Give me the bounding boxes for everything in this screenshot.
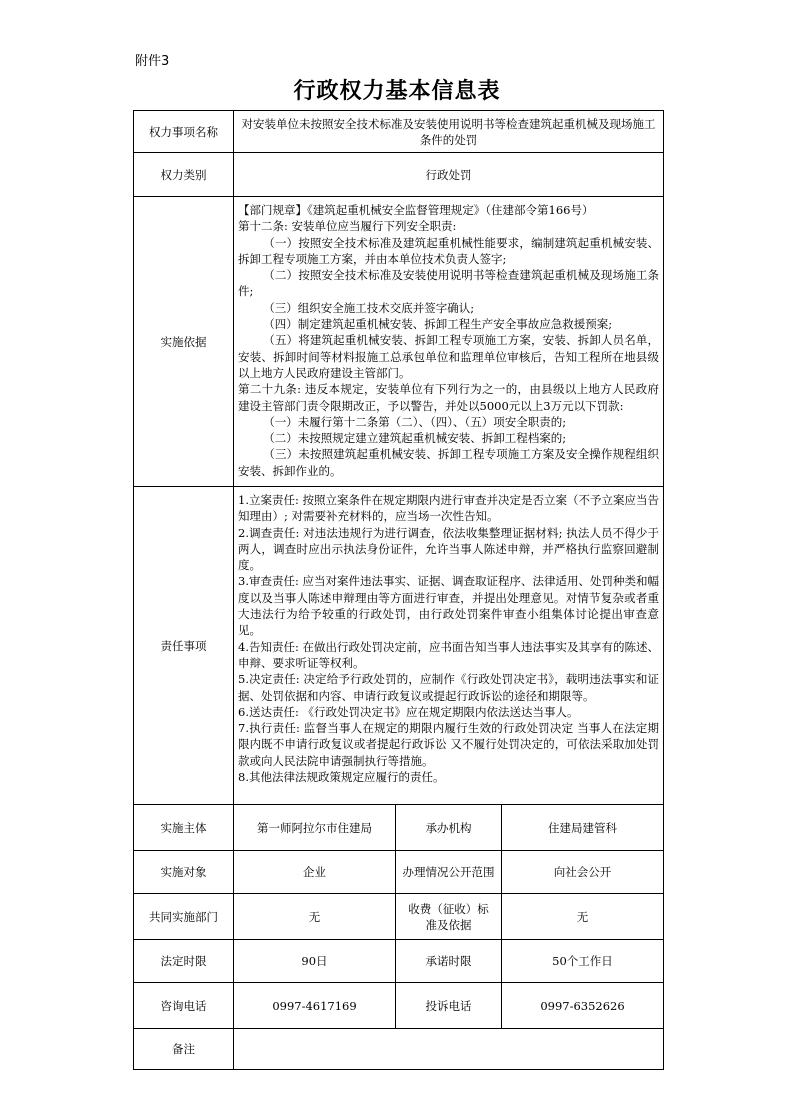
value-basis (234, 197, 664, 487)
value-implementer: 第一师阿拉尔市住建局 (234, 805, 396, 851)
value-remark (234, 1029, 664, 1070)
value-joint-dept: 无 (234, 894, 396, 940)
row-legal-limit (134, 940, 664, 983)
label-power-category: 权力类别 (134, 153, 234, 197)
value-legal-limit: 90日 (234, 940, 396, 983)
label-legal-limit: 法定时限 (134, 940, 234, 983)
row-basis (134, 197, 664, 487)
responsibility-line: 2.调查责任: 对违法违规行为进行调查，依法收集整理证据材料; 执法人员不得少于两人，调查时应出示执法身份证件，允许当事人陈述申辩，并严格执行监察回避制度。 (238, 525, 659, 573)
basis-line: （三）未按照建筑起重机械安装、拆卸工程专项施工方案及安全操作规程组织安装、拆卸作业的。 (238, 447, 659, 478)
row-joint-dept (134, 894, 664, 940)
basis-line: （一）按照安全技术标准及建筑起重机械性能要求，编制建筑起重机械安装、拆卸工程专项施工方案，并由本单位技术负责人签字; (238, 235, 659, 266)
label-fee-standard: 收费（征收）标准及依据 (396, 894, 502, 940)
row-power-category (134, 153, 664, 197)
responsibility-line: 6.送达责任: 《行政处罚决定书》应在规定期限内依法送达当事人。 (238, 704, 579, 719)
label-target: 实施对象 (134, 851, 234, 894)
row-implementer (134, 805, 664, 851)
value-fee-standard: 无 (502, 894, 664, 940)
basis-line: （三）组织安全施工技术交底并签字确认; (263, 300, 475, 315)
row-power-name (134, 111, 664, 153)
value-power-name: 对安装单位未按照安全技术标准及安装使用说明书等检查建筑起重机械及现场施工条件的处罚 (234, 111, 664, 153)
basis-line: 第二十九条: 违反本规定，安装单位有下列行为之一的，由县级以上地方人民政府建设主管部门责令限期改正，予以警告，并处以5000元以上3万元以下罚款: (238, 382, 659, 413)
value-promised-limit: 50个工作日 (502, 940, 664, 983)
responsibility-line: 3.审查责任: 应当对案件违法事实、证据、调查取证程序、法律适用、处罚种类和幅度以及当事人陈述申辩理由等方面进行审查，并提出处理意见。对情节复杂或者重大违法行为给予较重的行政处罚，由行政处罚案件审查小组集体讨论提出审查意见。 (238, 574, 659, 638)
value-complaint-phone: 0997-6352626 (502, 983, 664, 1029)
label-consult-phone: 咨询电话 (134, 983, 234, 1029)
page-title: 行政权力基本信息表 (293, 78, 501, 104)
responsibility-line: 8.其他法律法规政策规定应履行的责任。 (238, 770, 445, 785)
value-handling-agency: 住建局建管科 (502, 805, 664, 851)
attachment-label: 附件3 (135, 54, 170, 69)
basis-line: （四）制定建筑起重机械安装、拆卸工程生产安全事故应急救援预案; (263, 317, 613, 332)
responsibility-line: 7.执行责任: 监督当事人在规定的期限内履行生效的行政处罚决定 当事人在法定期限内既不申请行政复议或者提起行政诉讼 又不履行处罚决定的，可依法采取加处罚款或向人民法院申请强制执行等措施。 (238, 721, 659, 768)
value-target: 企业 (234, 851, 396, 894)
basis-line: （二）按照安全技术标准及安装使用说明书等检查建筑起重机械及现场施工条件; (238, 268, 659, 299)
label-responsibility: 责任事项 (134, 487, 234, 805)
label-joint-dept: 共同实施部门 (134, 894, 234, 940)
value-consult-phone: 0997-4617169 (234, 983, 396, 1029)
basis-line: （二）未按照规定建立建筑起重机械安装、拆卸工程档案的; (263, 431, 567, 446)
responsibility-line: 1.立案责任: 按照立案条件在规定期限内进行审查并决定是否立案（不予立案应当告知理由）; 对需要补充材料的，应当场一次性告知。 (238, 493, 659, 524)
value-power-category: 行政处罚 (234, 153, 664, 197)
responsibility-line: 4.告知责任: 在做出行政处罚决定前，应书面告知当事人违法事实及其享有的陈述、申辩、要求听证等权利。 (238, 639, 659, 670)
label-implementer: 实施主体 (134, 805, 234, 851)
row-responsibility (134, 487, 664, 805)
label-handling-agency: 承办机构 (396, 805, 502, 851)
basis-line: （一）未履行第十二条第（二）、（四）、（五）项安全职责的; (263, 414, 567, 429)
label-disclosure-scope: 办理情况公开范围 (396, 851, 502, 894)
label-complaint-phone: 投诉电话 (396, 983, 502, 1029)
label-remark: 备注 (134, 1029, 234, 1070)
basis-line: （五）将建筑起重机械安装、拆卸工程专项施工方案，安装、拆卸人员名单，安装、拆卸时间等材料报施工总承包单位和监理单位审核后，告知工程所在地县级以上地方人民政府建设主管部门。 (238, 333, 659, 380)
value-responsibility (234, 487, 664, 805)
basis-line: 第十二条: 安装单位应当履行下列安全职责: (238, 219, 457, 234)
value-disclosure-scope: 向社会公开 (502, 851, 664, 894)
responsibility-line: 5.决定责任: 决定给予行政处罚的，应制作《行政处罚决定书》，载明违法事实和证据、处罚依据和内容、申请行政复议或提起行政诉讼的途径和期限等。 (238, 672, 659, 703)
label-promised-limit: 承诺时限 (396, 940, 502, 983)
row-target (134, 851, 664, 894)
basis-line: 【部门规章】《建筑起重机械安全监督管理规定》（住建部令第166号） (238, 203, 594, 217)
row-phone (134, 983, 664, 1029)
label-basis: 实施依据 (134, 197, 234, 487)
label-power-name: 权力事项名称 (134, 111, 234, 153)
info-table (133, 110, 664, 1070)
row-remark (134, 1029, 664, 1070)
